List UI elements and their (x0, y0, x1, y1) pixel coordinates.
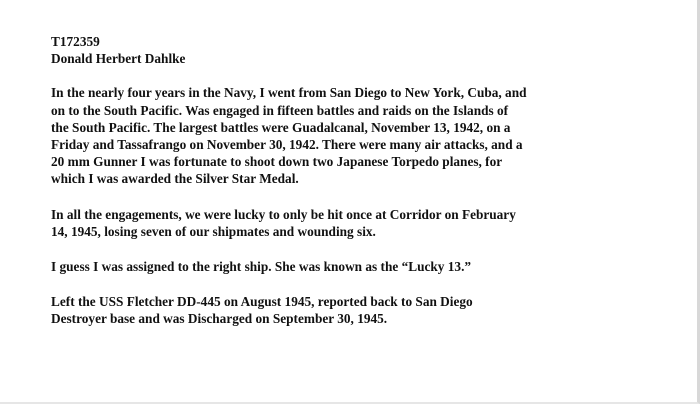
paragraph-lucky-ship (51, 258, 691, 275)
paragraph-line: Friday and Tassafrango on November 30, 1942. There were many air attacks, and a (51, 137, 523, 153)
paragraph-line: I guess I was assigned to the right ship. She was known as the “Lucky 13.” (51, 259, 472, 275)
paragraph-line: 20 mm Gunner I was fortunate to shoot down two Japanese Torpedo planes, for (51, 154, 503, 170)
document-body (51, 33, 691, 328)
author-name: Donald Herbert Dahlke (51, 51, 186, 67)
paragraph-line: Left the USS Fletcher DD-445 on August 1945, reported back to San Diego (51, 294, 473, 310)
paragraph-line: In all the engagements, we were lucky to only be hit once at Corridor on February (51, 206, 516, 222)
paragraph-line: In the nearly four years in the Navy, I went from San Diego to New York, Cuba, and (51, 85, 527, 101)
paragraph-line: 14, 1945, losing seven of our shipmates and wounding six. (51, 223, 376, 239)
paragraph-engagements (51, 206, 691, 240)
paragraph-discharge (51, 293, 691, 327)
paragraph-line: Destroyer base and was Discharged on September 30, 1945. (51, 311, 388, 327)
document-id: T172359 (51, 34, 100, 49)
paragraph-line: which I was awarded the Silver Star Medal. (51, 171, 299, 187)
paragraph-line: the South Pacific. The largest battles were Guadalcanal, November 13, 1942, on a (51, 119, 511, 135)
paragraph-line: on to the South Pacific. Was engaged in fifteen battles and raids on the Islands of (51, 102, 509, 118)
paragraph-service-summary (51, 84, 691, 187)
